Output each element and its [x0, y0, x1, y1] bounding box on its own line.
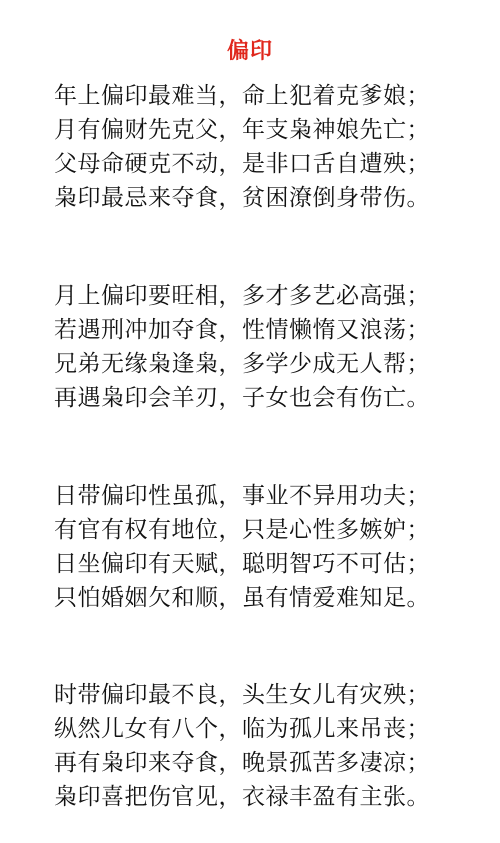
page-title: 偏印: [226, 39, 273, 64]
poem-line: 有官有权有地位，只是心性多嫉妒；: [54, 517, 430, 543]
stanza-4: [54, 678, 474, 814]
poem-line: 月上偏印要旺相，多才多艺必高强；: [54, 283, 430, 309]
poem-line: 月有偏财先克父，年支枭神娘先亡；: [54, 117, 430, 143]
poem-line: 枭印最忌来夺食，贫困潦倒身带伤。: [54, 185, 430, 211]
stanza-2: [54, 279, 474, 415]
poem-line: 日坐偏印有天赋，聪明智巧不可估；: [54, 551, 430, 577]
poem-line: 兄弟无缘枭逢枭，多学少成无人帮；: [54, 351, 430, 377]
poem-line: 再遇枭印会羊刃，子女也会有伤亡。: [54, 385, 430, 411]
poem-line: 日带偏印性虽孤，事业不异用功夫；: [54, 483, 430, 509]
poem-line: 枭印喜把伤官见，衣禄丰盈有主张。: [54, 784, 430, 810]
poem-line: 年上偏印最难当，命上犯着克爹娘；: [54, 83, 430, 109]
poem-line: 再有枭印来夺食，晚景孤苦多凄凉；: [54, 750, 430, 776]
poem-line: 若遇刑冲加夺食，性情懒惰又浪荡；: [54, 317, 430, 343]
stanza-3: [54, 479, 474, 615]
poem-line: 纵然儿女有八个，临为孤儿来吊丧；: [54, 716, 430, 742]
poem-line: 父母命硬克不动，是非口舌自遭殃；: [54, 151, 430, 177]
poem-line: 只怕婚姻欠和顺，虽有情爱难知足。: [54, 585, 430, 611]
poem-line: 时带偏印最不良，头生女儿有灾殃；: [54, 682, 430, 708]
stanza-1: [54, 79, 474, 215]
